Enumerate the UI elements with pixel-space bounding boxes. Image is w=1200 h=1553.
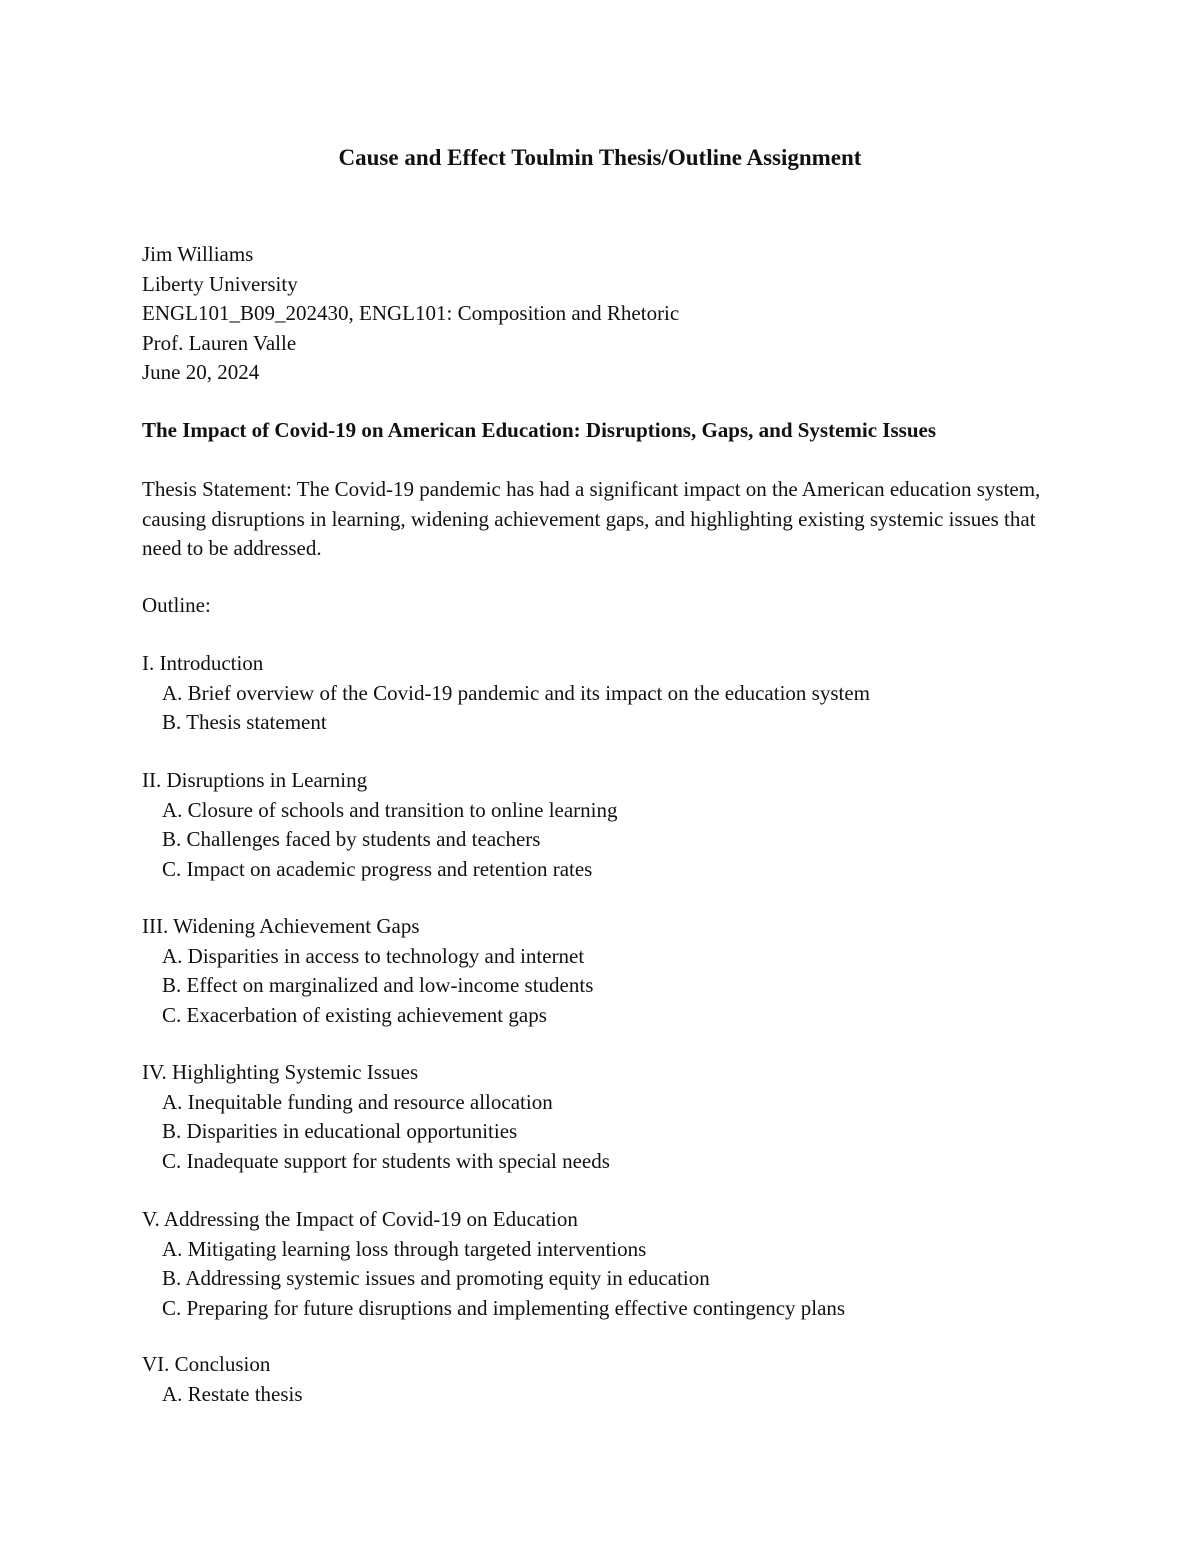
section-item: A. Restate thesis — [162, 1381, 303, 1406]
outline-section-3 — [142, 912, 1062, 1030]
section-item: B. Effect on marginalized and low-income students — [162, 973, 594, 997]
section-item: A. Brief overview of the Covid-19 pandemic and its impact on the education system — [162, 680, 870, 705]
section-item: A. Inequitable funding and resource allocation — [162, 1089, 553, 1114]
section-item: B. Thesis statement — [162, 710, 327, 734]
date: June 20, 2024 — [142, 360, 260, 384]
section-heading: II. Disruptions in Learning — [142, 768, 368, 792]
section-heading: V. Addressing the Impact of Covid-19 on Education — [142, 1207, 578, 1231]
section-heading: III. Widening Achievement Gaps — [142, 914, 420, 938]
document-title: Cause and Effect Toulmin Thesis/Outline Assignment — [338, 145, 862, 170]
outline-section-2 — [142, 766, 1062, 884]
author-name: Jim Williams — [142, 242, 254, 266]
section-heading: VI. Conclusion — [142, 1352, 271, 1376]
section-item: A. Disparities in access to technology and internet — [162, 943, 585, 968]
section-item: C. Preparing for future disruptions and implementing effective contingency plans — [162, 1295, 846, 1320]
outline-section-6 — [142, 1350, 1062, 1409]
outline-section-4 — [142, 1058, 1062, 1176]
section-item: B. Disparities in educational opportunities — [162, 1119, 518, 1143]
outline-section-5 — [142, 1205, 1062, 1323]
header-block — [142, 240, 1062, 388]
professor: Prof. Lauren Valle — [142, 330, 297, 355]
section-item: C. Inadequate support for students with special needs — [162, 1148, 610, 1173]
section-heading: IV. Highlighting Systemic Issues — [142, 1060, 419, 1084]
section-item: A. Mitigating learning loss through targeted interventions — [162, 1236, 647, 1261]
outline-label: Outline: — [142, 593, 211, 617]
section-heading: I. Introduction — [142, 651, 264, 675]
course: ENGL101_B09_202430, ENGL101: Composition and Rhetoric — [142, 301, 680, 325]
section-item: A. Closure of schools and transition to online learning — [162, 797, 618, 822]
section-item: B. Addressing systemic issues and promoting equity in education — [162, 1266, 710, 1290]
section-item: B. Challenges faced by students and teachers — [162, 827, 541, 851]
outline-section-1 — [142, 649, 1062, 738]
section-item: C. Exacerbation of existing achievement gaps — [162, 1002, 547, 1027]
section-item: C. Impact on academic progress and retention rates — [162, 856, 593, 881]
institution: Liberty University — [142, 271, 298, 296]
essay-title: The Impact of Covid-19 on American Education: Disruptions, Gaps, and Systemic Issues — [142, 418, 937, 442]
thesis-statement: Thesis Statement: The Covid-19 pandemic has had a significant impact on the American education system, causing disruptions in learning, widening achievement gaps, and highlighting existing systemic issues that need to be addressed. — [142, 477, 1041, 560]
